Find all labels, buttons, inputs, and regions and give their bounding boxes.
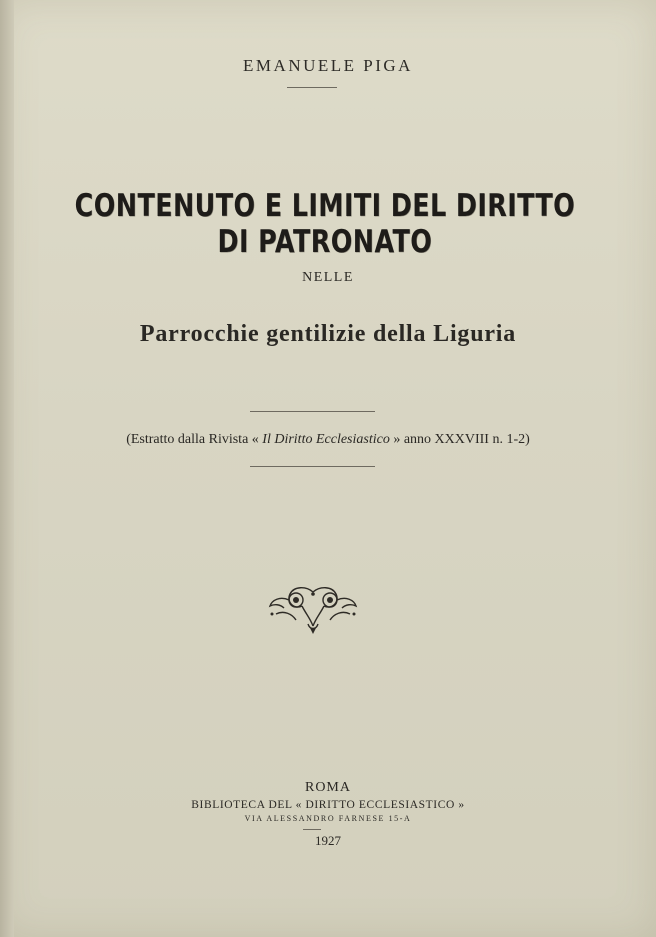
upper-divider <box>250 411 375 412</box>
year-divider <box>303 829 321 830</box>
extract-note <box>0 432 656 448</box>
imprint-city: ROMA <box>304 780 351 795</box>
title-connector: NELLE <box>302 270 354 285</box>
document-title: CONTENUTO E LIMITI DEL DIRITTO DI PATRONATO <box>74 188 576 260</box>
imprint-address: VIA ALESSANDRO FARNESE 15-A <box>244 814 412 823</box>
author-name: EMANUELE PIGA <box>243 56 413 75</box>
imprint-publisher: BIBLIOTECA DEL « DIRITTO ECCLESIASTICO » <box>191 799 465 811</box>
author-divider <box>287 87 337 88</box>
floral-ornament-icon <box>266 584 360 634</box>
document-subtitle: Parrocchie gentilizie della Liguria <box>139 321 517 347</box>
extract-note-prefix: (Estratto dalla Rivista « <box>126 432 263 447</box>
page-binding-edge <box>0 0 14 937</box>
lower-divider <box>250 466 375 467</box>
imprint-year: 1927 <box>315 833 341 848</box>
journal-name: Il Diritto Ecclesiastico <box>262 432 390 447</box>
extract-note-suffix: » anno XXXVIII n. 1-2) <box>389 432 530 447</box>
